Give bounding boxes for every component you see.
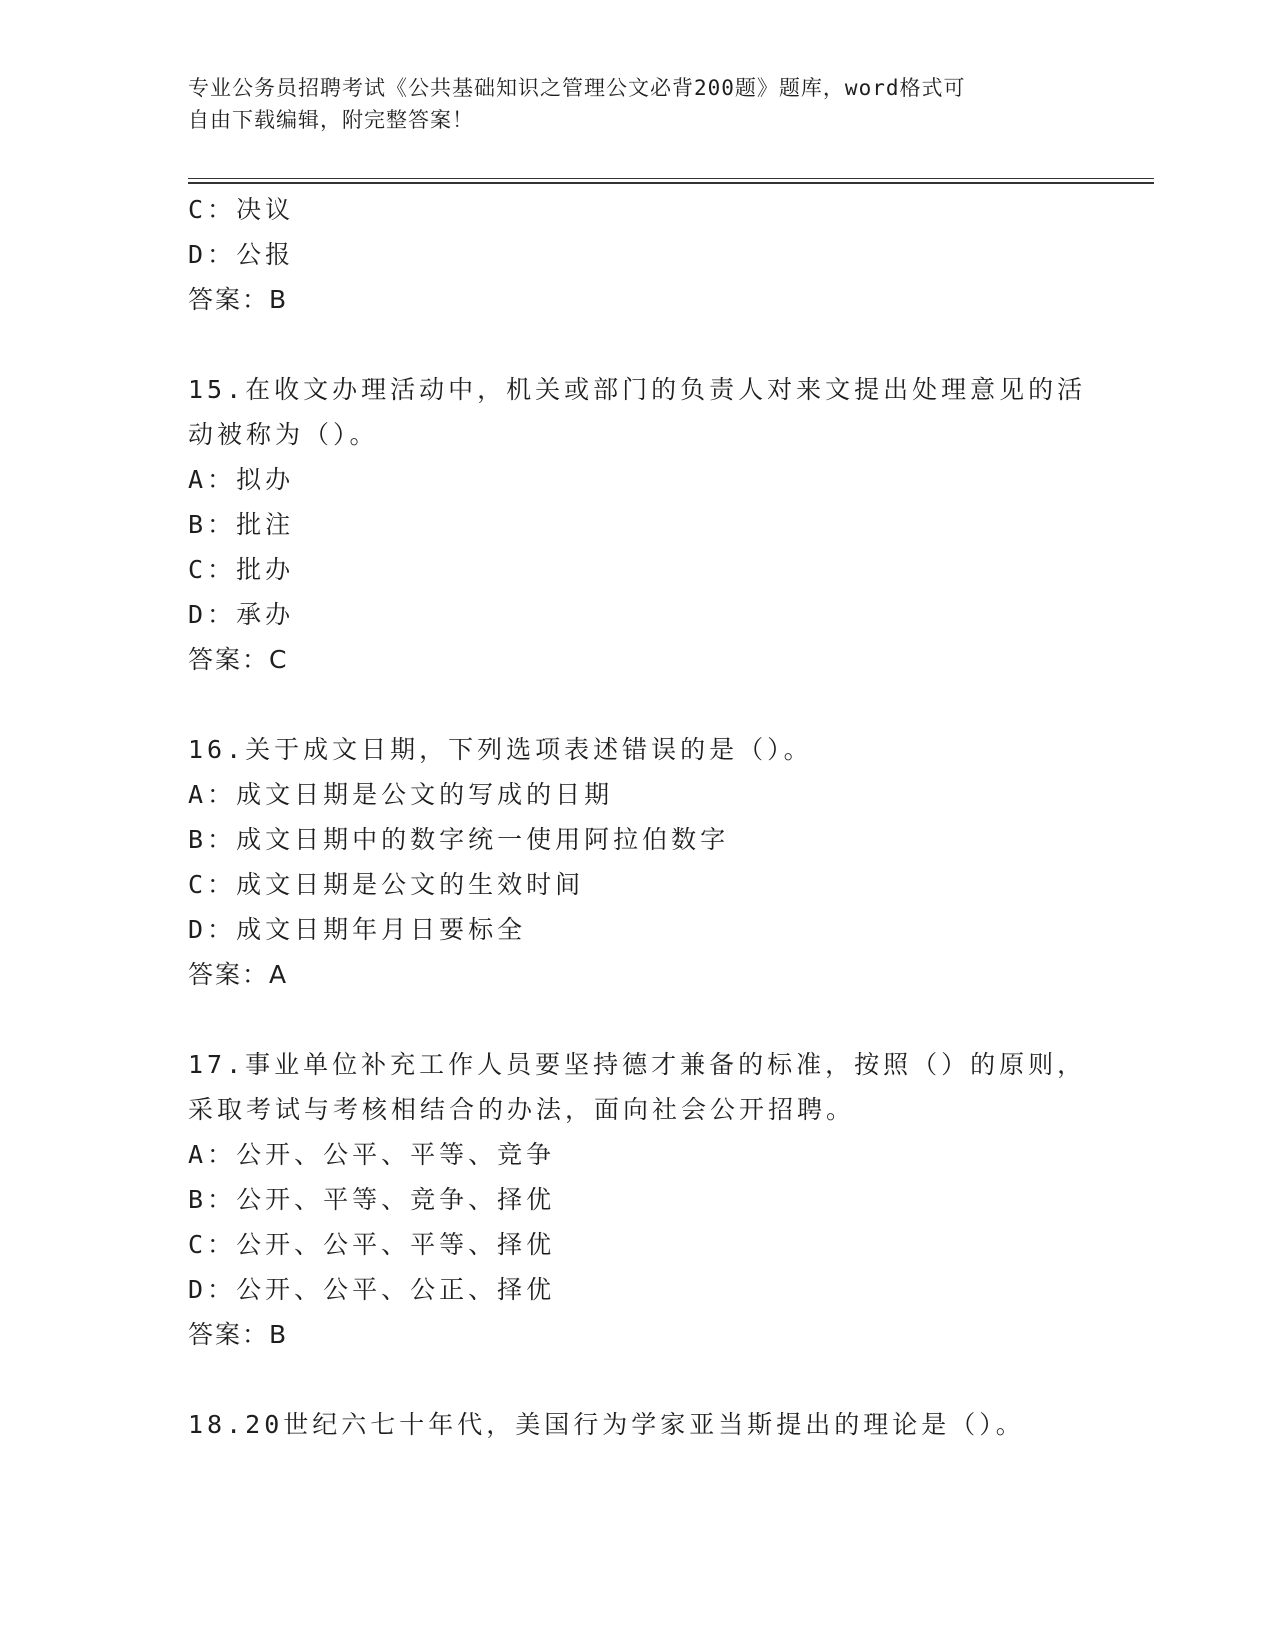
question-16-option-b: B：成文日期中的数字统一使用阿拉伯数字 <box>188 825 730 854</box>
question-15-option-a: A：拟办 <box>188 465 295 494</box>
question-16-option-a: A：成文日期是公文的写成的日期 <box>188 780 614 809</box>
question-15-option-c: C：批办 <box>188 555 295 584</box>
question-16-answer: 答案：A <box>188 960 289 989</box>
option-c: C：决议 <box>188 195 295 224</box>
question-17-stem-1: 17.事业单位补充工作人员要坚持德才兼备的标准，按照（）的原则， <box>188 1050 1087 1079</box>
question-17-option-d: D：公开、公平、公正、择优 <box>188 1275 556 1304</box>
header-line-1: 专业公务员招聘考试《公共基础知识之管理公文必背200题》题库，word格式可 <box>188 76 966 100</box>
question-17-answer: 答案：B <box>188 1320 289 1349</box>
question-15-answer: 答案：C <box>188 645 289 674</box>
question-18-stem-1: 18.20世纪六七十年代，美国行为学家亚当斯提出的理论是（）。 <box>188 1410 1025 1439</box>
question-17-option-a: A：公开、公平、平等、竞争 <box>188 1140 556 1169</box>
question-15-option-d: D：承办 <box>188 600 295 629</box>
question-16-stem-1: 16.关于成文日期，下列选项表述错误的是（）。 <box>188 735 813 764</box>
question-15-stem-2: 动被称为（）。 <box>188 420 379 449</box>
header-divider-top <box>188 178 1154 179</box>
question-16-option-d: D：成文日期年月日要标全 <box>188 915 527 944</box>
answer-line: 答案：B <box>188 285 289 314</box>
document-header <box>188 72 1088 136</box>
question-16-option-c: C：成文日期是公文的生效时间 <box>188 870 585 899</box>
question-15-stem-1: 15.在收文办理活动中，机关或部门的负责人对来文提出处理意见的活 <box>188 375 1087 404</box>
option-d: D：公报 <box>188 240 295 269</box>
header-divider-bottom <box>188 182 1154 184</box>
question-17-option-c: C：公开、公平、平等、择优 <box>188 1230 556 1259</box>
question-17-stem-2: 采取考试与考核相结合的办法，面向社会公开招聘。 <box>188 1095 856 1124</box>
question-15-option-b: B：批注 <box>188 510 295 539</box>
header-line-2: 自由下载编辑，附完整答案！ <box>188 108 474 132</box>
question-17-option-b: B：公开、平等、竞争、择优 <box>188 1185 556 1214</box>
